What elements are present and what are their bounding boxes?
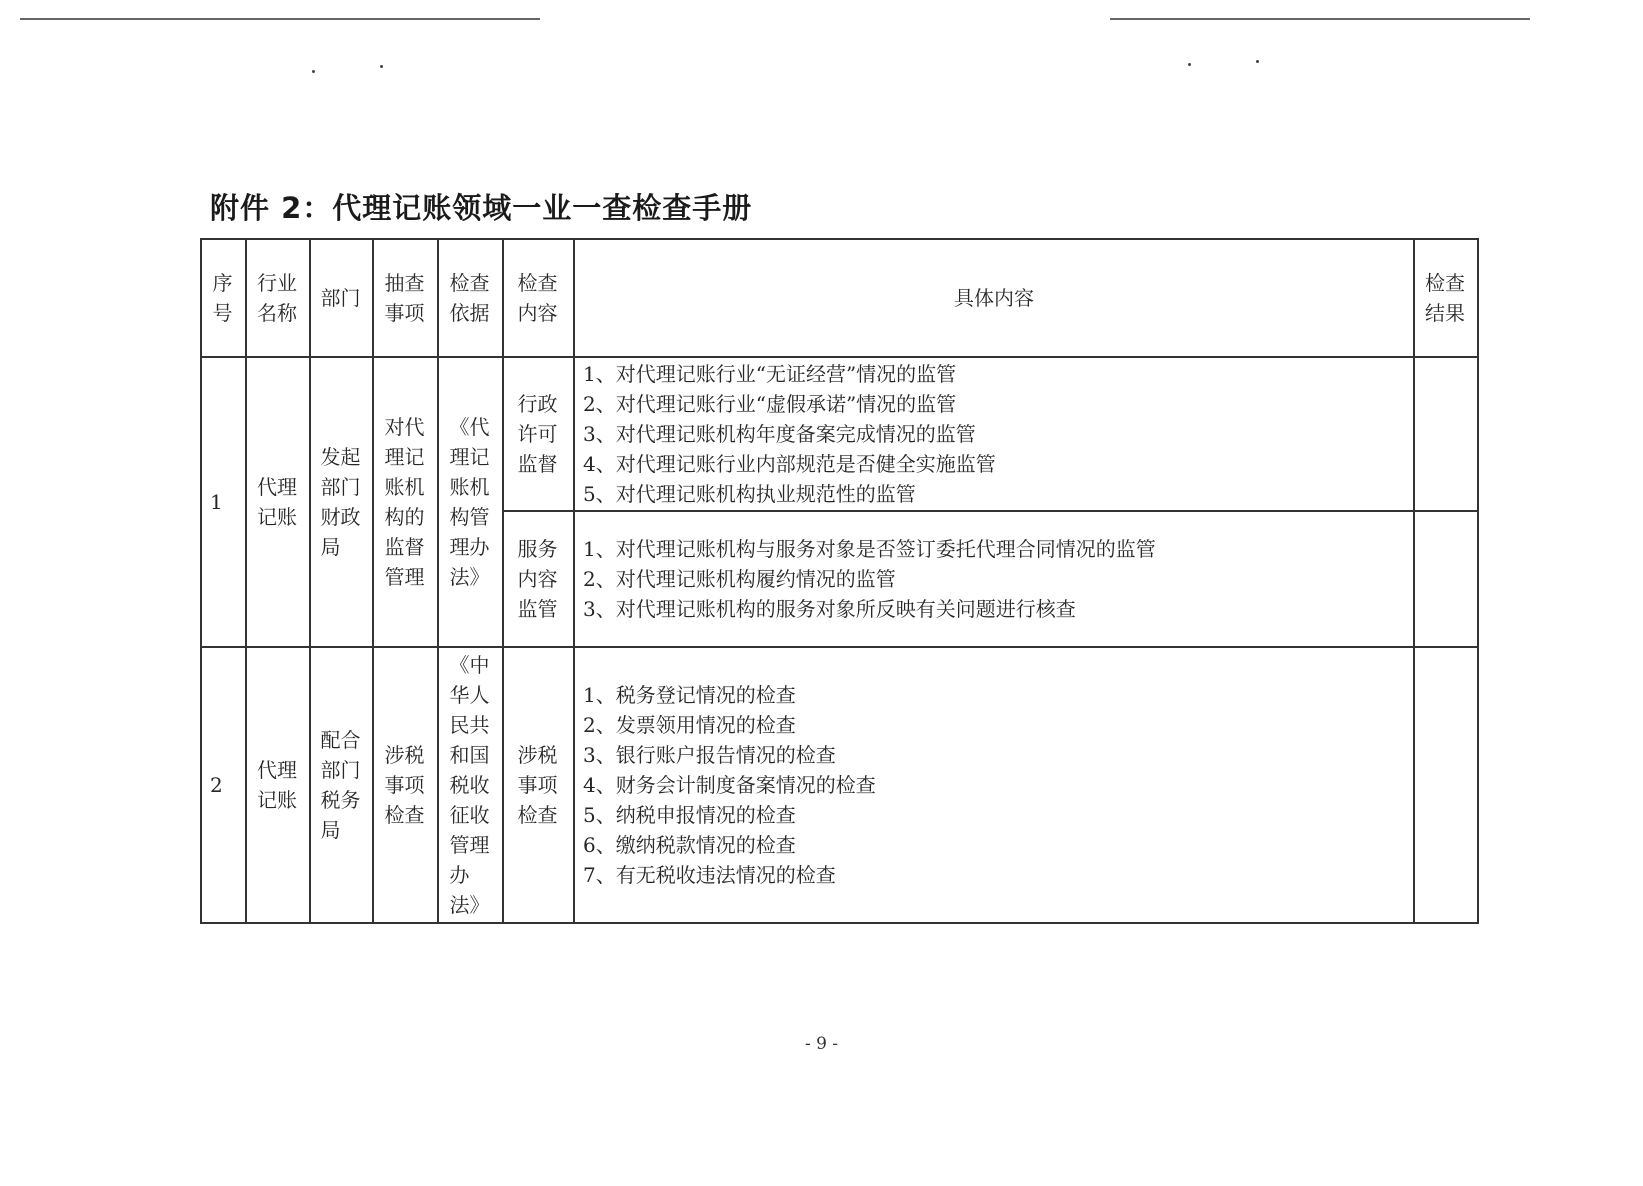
header-result: 检查结果 [1414, 239, 1478, 357]
detail-item: 7、有无税收违法情况的检查 [583, 863, 836, 887]
table-row [201, 647, 1478, 923]
scan-speck [380, 65, 383, 68]
row-basis: 《代理记账机构管理办法》 [438, 357, 503, 647]
header-content: 检查内容 [503, 239, 574, 357]
scan-speck [312, 70, 315, 73]
page-number: - 9 - [804, 1034, 839, 1054]
detail-item: 3、银行账户报告情况的检查 [583, 743, 836, 767]
row-content: 涉税事项检查 [503, 647, 574, 923]
row-seq: 1 [201, 357, 246, 647]
row-seq: 2 [201, 647, 246, 923]
detail-item: 2、对代理记账行业“虚假承诺”情况的监管 [583, 392, 957, 416]
table-header-row [201, 239, 1478, 357]
row-result [1414, 511, 1478, 647]
row-content: 行政许可监督 [503, 357, 574, 511]
detail-item: 1、税务登记情况的检查 [583, 683, 796, 707]
scan-top-line [1110, 18, 1530, 20]
header-industry: 行业名称 [246, 239, 310, 357]
scan-speck [1188, 63, 1191, 66]
table-row [201, 357, 1478, 511]
row-details [574, 357, 1414, 511]
scan-speck [1256, 60, 1259, 63]
row-details [574, 647, 1414, 923]
row-industry: 代理记账 [246, 647, 310, 923]
row-result [1414, 357, 1478, 511]
row-inspection-item: 对代理记账机构的监督管理 [373, 357, 438, 647]
detail-item: 1、对代理记账机构与服务对象是否签订委托代理合同情况的监管 [583, 537, 1156, 561]
row-industry: 代理记账 [246, 357, 310, 647]
header-details: 具体内容 [574, 239, 1414, 357]
detail-item: 4、财务会计制度备案情况的检查 [583, 773, 876, 797]
row-department: 配合部门税务局 [310, 647, 373, 923]
header-department: 部门 [310, 239, 373, 357]
row-content: 服务内容监管 [503, 511, 574, 647]
row-inspection-item: 涉税事项检查 [373, 647, 438, 923]
detail-item: 4、对代理记账行业内部规范是否健全实施监管 [583, 452, 996, 476]
detail-item: 3、对代理记账机构的服务对象所反映有关问题进行核查 [583, 597, 1076, 621]
inspection-manual-table [200, 238, 1479, 924]
row-details [574, 511, 1414, 647]
detail-item: 6、缴纳税款情况的检查 [583, 833, 796, 857]
scan-top-line [20, 18, 540, 20]
header-inspection-item: 抽查事项 [373, 239, 438, 357]
detail-item: 5、对代理记账机构执业规范性的监管 [583, 482, 916, 506]
header-seq: 序号 [201, 239, 246, 357]
document-title: 附件 2：代理记账领域一业一查检查手册 [210, 191, 753, 225]
row-department: 发起部门财政局 [310, 357, 373, 647]
detail-item: 2、发票领用情况的检查 [583, 713, 796, 737]
detail-item: 3、对代理记账机构年度备案完成情况的监管 [583, 422, 976, 446]
detail-item: 5、纳税申报情况的检查 [583, 803, 796, 827]
row-result [1414, 647, 1478, 923]
header-basis: 检查依据 [438, 239, 503, 357]
detail-item: 2、对代理记账机构履约情况的监管 [583, 567, 896, 591]
row-basis: 《中华人民共和国税收征收管理办法》 [438, 647, 503, 923]
detail-item: 1、对代理记账行业“无证经营”情况的监管 [583, 362, 957, 386]
